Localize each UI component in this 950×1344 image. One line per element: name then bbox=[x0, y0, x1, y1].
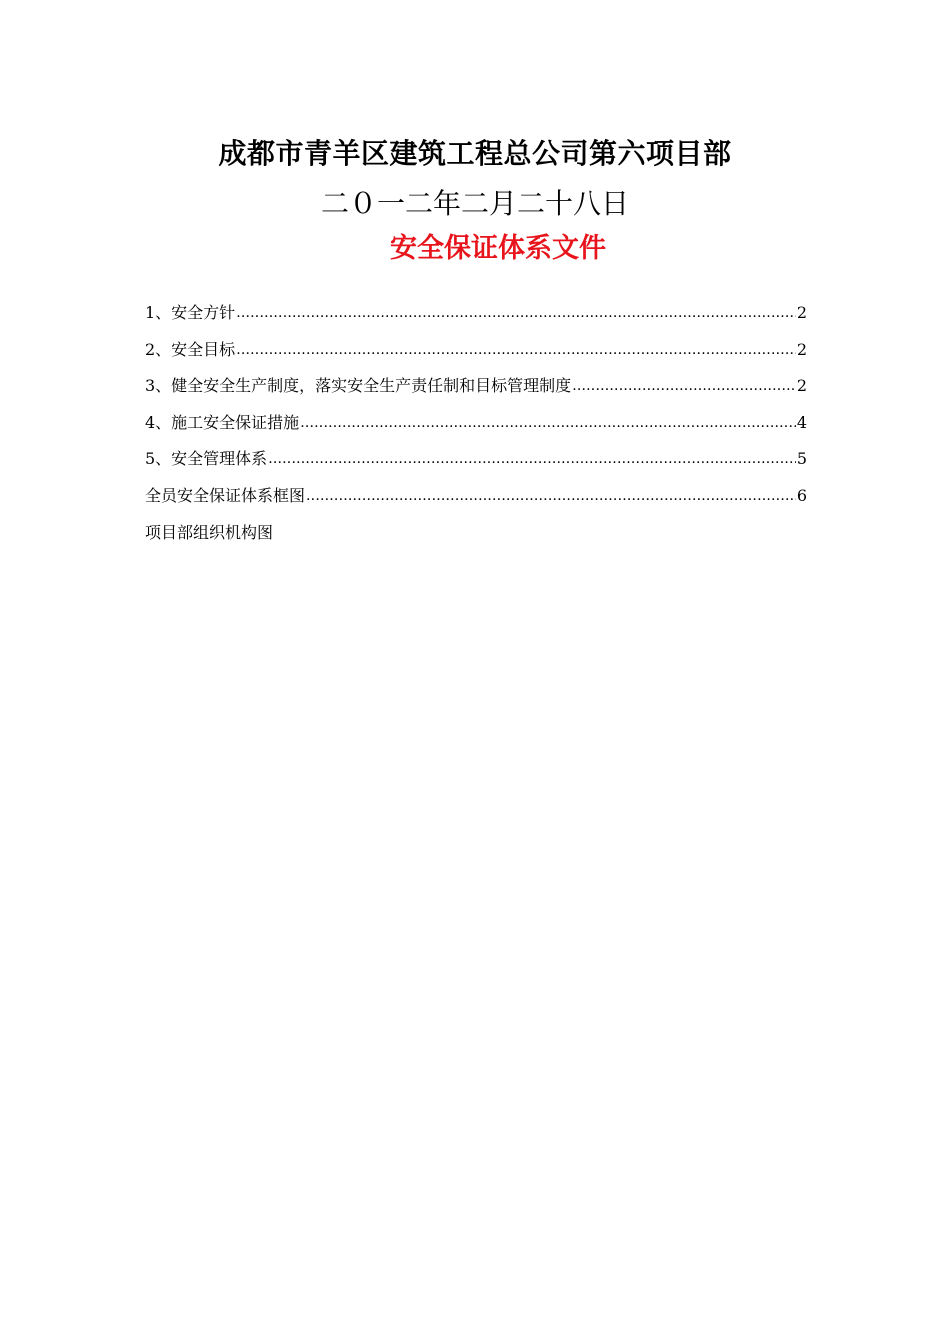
toc-entry-label: 4、施工安全保证措施 bbox=[145, 412, 300, 432]
document-date: 二０一二年二月二十八日 bbox=[320, 187, 629, 220]
toc-entry-page: 6 bbox=[796, 485, 807, 505]
toc-entry-label: 3、健全安全生产制度，落实安全生产责任制和目标管理制度 bbox=[145, 376, 572, 396]
table-of-contents bbox=[145, 300, 807, 556]
toc-entry-3[interactable] bbox=[145, 373, 807, 410]
company-name: 成都市青羊区建筑工程总公司第六项目部 bbox=[218, 137, 732, 170]
document-title: 安全保证体系文件 bbox=[390, 233, 606, 264]
toc-entry-page: 2 bbox=[796, 376, 807, 396]
toc-entry-label: 5、安全管理体系 bbox=[145, 449, 268, 469]
toc-entry-6[interactable] bbox=[145, 483, 807, 520]
toc-entry-1[interactable] bbox=[145, 300, 807, 337]
toc-entry-page: 4 bbox=[796, 412, 807, 432]
toc-leader-dots bbox=[300, 409, 796, 436]
toc-entry-page: 5 bbox=[796, 449, 807, 469]
toc-leader-dots bbox=[236, 299, 796, 326]
toc-entry-5[interactable] bbox=[145, 446, 807, 483]
toc-entry-2[interactable] bbox=[145, 337, 807, 374]
toc-entry-label: 全员安全保证体系框图 bbox=[145, 485, 306, 505]
toc-entry-page: 2 bbox=[796, 303, 807, 322]
toc-leader-dots bbox=[306, 482, 796, 509]
toc-entry-7[interactable] bbox=[145, 520, 807, 557]
toc-entry-label: 1、安全方针 bbox=[145, 303, 236, 322]
toc-entry-4[interactable] bbox=[145, 410, 807, 447]
toc-entry-page: 2 bbox=[796, 339, 807, 359]
toc-entry-label: 2、安全目标 bbox=[145, 339, 236, 359]
toc-entry-label: 项目部组织机构图 bbox=[145, 522, 274, 542]
toc-leader-dots bbox=[572, 372, 796, 399]
toc-leader-dots bbox=[268, 445, 796, 472]
toc-leader-dots bbox=[236, 336, 796, 363]
